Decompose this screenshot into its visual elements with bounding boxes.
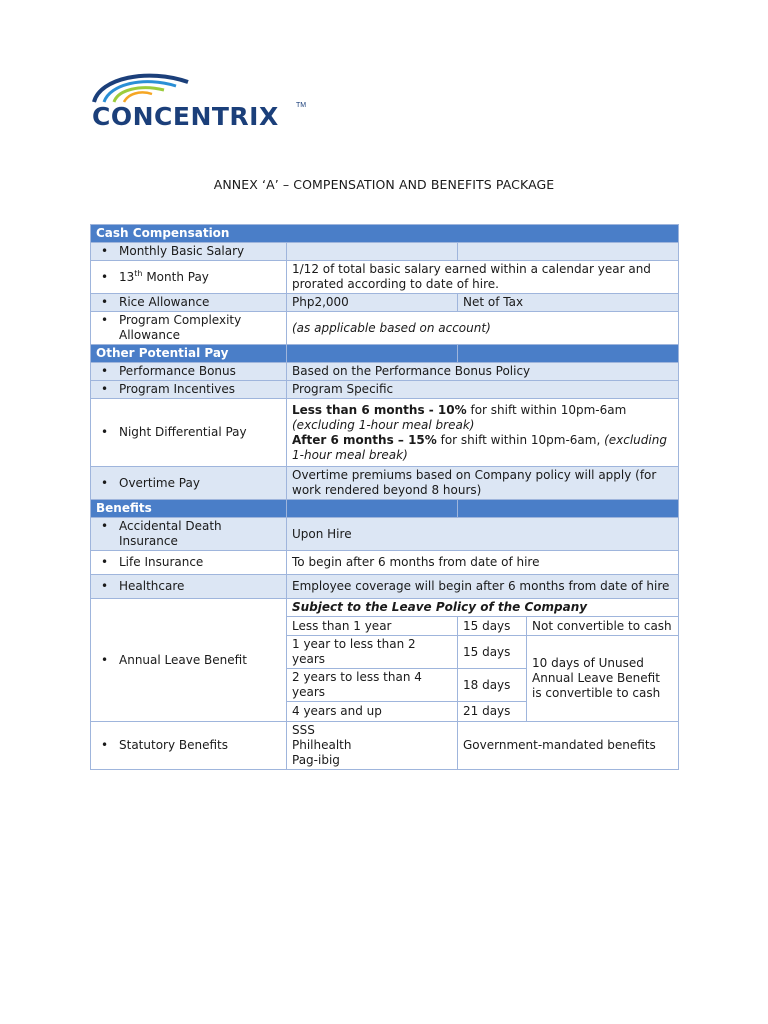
- row-value: Overtime premiums based on Company policy will apply (for work rendered beyond 8 hours): [287, 467, 679, 500]
- leave-tenure: 4 years and up: [287, 702, 458, 722]
- leave-tenure: 1 year to less than 2 years: [287, 636, 458, 669]
- leave-days: 21 days: [458, 702, 527, 722]
- table-row: [91, 381, 679, 399]
- statutory-item: Pag-ibig: [292, 753, 340, 767]
- row-label: Monthly Basic Salary: [119, 244, 245, 258]
- leave-days: 15 days: [458, 636, 527, 669]
- bullet: •: [101, 295, 109, 309]
- table-row: [91, 312, 679, 345]
- table-row: [91, 551, 679, 575]
- table-row: [91, 399, 679, 467]
- bullet: •: [101, 425, 109, 439]
- table-row: [91, 467, 679, 500]
- leave-cash-note: 10 days of Unused Annual Leave Benefit is convertible to cash: [527, 636, 679, 722]
- bullet: •: [101, 519, 109, 533]
- row-label: Program Incentives: [119, 382, 235, 396]
- leave-cash-note: Not convertible to cash: [527, 617, 679, 636]
- statutory-item: SSS: [292, 723, 315, 737]
- row-label: Life Insurance: [119, 555, 204, 569]
- section-header-benefits: Benefits: [91, 500, 679, 518]
- row-label: Overtime Pay: [119, 475, 200, 490]
- bullet: •: [101, 475, 109, 490]
- bullet: •: [101, 313, 109, 327]
- row-value: [287, 399, 679, 467]
- row-value: Php2,000: [287, 294, 458, 312]
- leave-tenure: Less than 1 year: [287, 617, 458, 636]
- row-label: Performance Bonus: [119, 364, 236, 378]
- section-header-other: Other Potential Pay: [91, 345, 679, 363]
- bullet: •: [101, 244, 109, 258]
- row-label: Statutory Benefits: [119, 738, 229, 752]
- table-row: [91, 261, 679, 294]
- table-row: [91, 599, 679, 617]
- leave-days: 18 days: [458, 669, 527, 702]
- row-label: Night Differential Pay: [119, 425, 247, 439]
- leave-days: 15 days: [458, 617, 527, 636]
- row-value: (as applicable based on account): [287, 312, 679, 345]
- bullet: •: [101, 269, 109, 284]
- concentrix-logo: [88, 68, 318, 130]
- night-diff-line-2: After 6 months – 15% for shift within 10pm-6am, (excluding 1-hour meal break): [292, 432, 667, 462]
- bullet: •: [101, 738, 109, 752]
- row-value: Program Specific: [287, 381, 679, 399]
- row-label: Program Complexity Allowance: [119, 313, 242, 342]
- statutory-item: Philhealth: [292, 738, 352, 752]
- row-label: 13th Month Pay: [119, 268, 209, 284]
- statutory-list: [287, 722, 458, 770]
- table-row: [91, 363, 679, 381]
- bullet: •: [101, 652, 109, 667]
- row-value: Based on the Performance Bonus Policy: [287, 363, 679, 381]
- page-title: ANNEX ‘A’ – COMPENSATION AND BENEFITS PACKAGE: [213, 177, 555, 192]
- night-diff-line-1: Less than 6 months - 10% for shift within 10pm-6am (excluding 1-hour meal break): [292, 402, 627, 432]
- row-value: Employee coverage will begin after 6 months from date of hire: [287, 575, 679, 599]
- section-header-cash: Cash Compensation: [91, 225, 679, 243]
- logo-trademark: TM: [296, 102, 307, 109]
- bullet: •: [101, 555, 109, 569]
- logo-wordmark: CONCENTRIX: [92, 102, 279, 131]
- table-row: [91, 722, 679, 770]
- leave-tenure: 2 years to less than 4 years: [287, 669, 458, 702]
- row-note: Net of Tax: [458, 294, 679, 312]
- row-label: Accidental Death Insurance: [119, 519, 222, 548]
- table-row: [91, 575, 679, 599]
- row-label: Rice Allowance: [119, 295, 210, 309]
- table-row: [91, 294, 679, 312]
- row-value: To begin after 6 months from date of hire: [287, 551, 679, 575]
- row-label: Healthcare: [119, 579, 185, 593]
- benefits-table: [90, 224, 679, 770]
- row-value: Upon Hire: [287, 518, 679, 551]
- bullet: •: [101, 364, 109, 378]
- row-value: 1/12 of total basic salary earned within a calendar year and prorated according to date of hire.: [287, 261, 679, 294]
- bullet: •: [101, 382, 109, 396]
- bullet: •: [101, 579, 109, 593]
- row-label: Annual Leave Benefit: [119, 652, 247, 667]
- leave-policy-header: Subject to the Leave Policy of the Company: [287, 599, 679, 617]
- table-row: [91, 518, 679, 551]
- table-row: [91, 243, 679, 261]
- row-value: Government-mandated benefits: [458, 722, 679, 770]
